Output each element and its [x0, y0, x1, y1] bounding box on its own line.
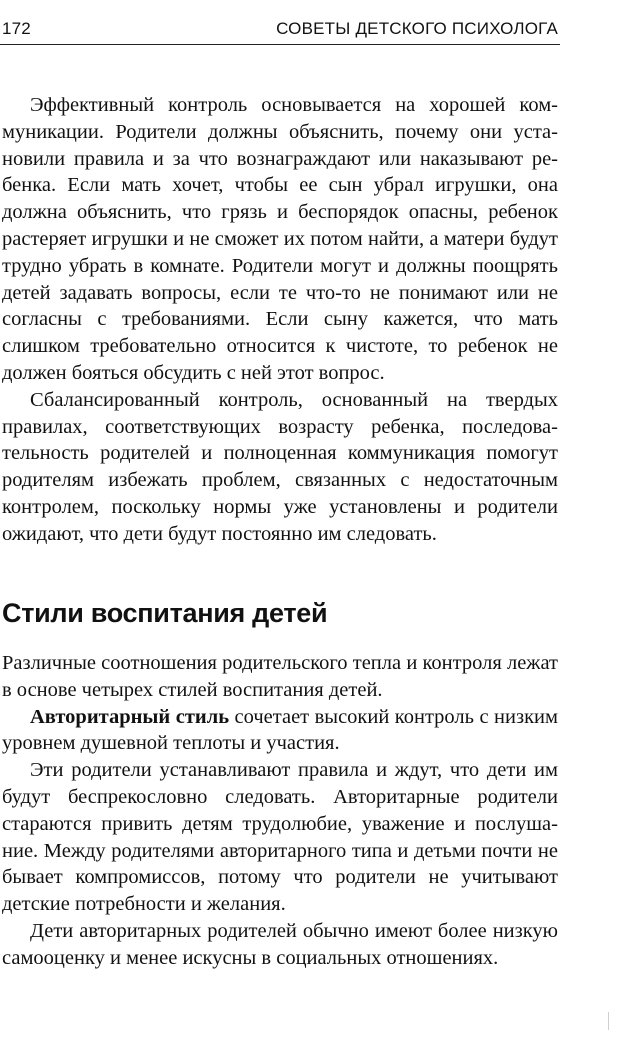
term-authoritarian-style: Авторитарный стиль: [30, 705, 230, 728]
page-number: 172: [2, 19, 31, 38]
running-head: [0, 14, 620, 44]
authoritarian-definition: сочетает высокий контроль с низким уровнем душевной теплоты и участия.: [2, 705, 558, 755]
header-rule: [0, 44, 560, 45]
text-block-top: [2, 92, 558, 548]
paragraph-intro: Различные соотношения родительского тепла и контроля лежат в основе четырех стилей воспитания детей.: [2, 652, 558, 701]
margin-mark: [608, 1012, 609, 1030]
paragraph-effective-control: Эффективный контроль основывается на хорошей коммуникации. Родители должны объяснить, почему они установили правила и за что вознаграждают или наказывают ребенка. Если мать хочет, чтобы ее сын убрал игрушки, она должна объяснить, что грязь и беспорядок опасны, ребенок растеряет игрушки и не сможет их потом найти, а матери будут трудно убрать в комнате. Родители могут и должны поощрять детей задавать вопросы, если те что-то не понимают или не согласны с требованиями. Если сыну кажется, что мать слишком требовательно относится к чистоте, то ребенок не должен бояться обсудить с ней этот вопрос.: [2, 94, 558, 384]
paragraph-children-outcomes: Дети авторитарных родителей обычно имеют более низкую самооценку и менее искусны в социальных отношениях.: [2, 919, 558, 969]
text-block-section: [2, 650, 558, 972]
paragraph-parent-rules: Эти родители устанавливают правила и ждут, что дети им будут беспрекословно следовать. Авторитарные родители стараются привить детям трудолюбие, уважение и послушание. Между родителями авторитарного типа и детьми почти не бывает компромиссов, потому что родители не учитывают детские потребности и желания.: [2, 759, 558, 916]
paragraph-balanced-control: Сбалансированный контроль, основанный на твердых правилах, соответствующих возрасту ребенка, последовательность родителей и полноценная коммуникация помогут родителям избежать проблем, связанных с недостаточным контролем, поскольку нормы уже установлены и родители ожидают, что дети будут постоянно им следовать.: [2, 388, 558, 545]
paragraph-authoritarian-style: [2, 704, 558, 758]
section-heading: Стили воспитания детей: [2, 598, 328, 628]
running-title: СОВЕТЫ ДЕТСКОГО ПСИХОЛОГА: [276, 19, 558, 38]
